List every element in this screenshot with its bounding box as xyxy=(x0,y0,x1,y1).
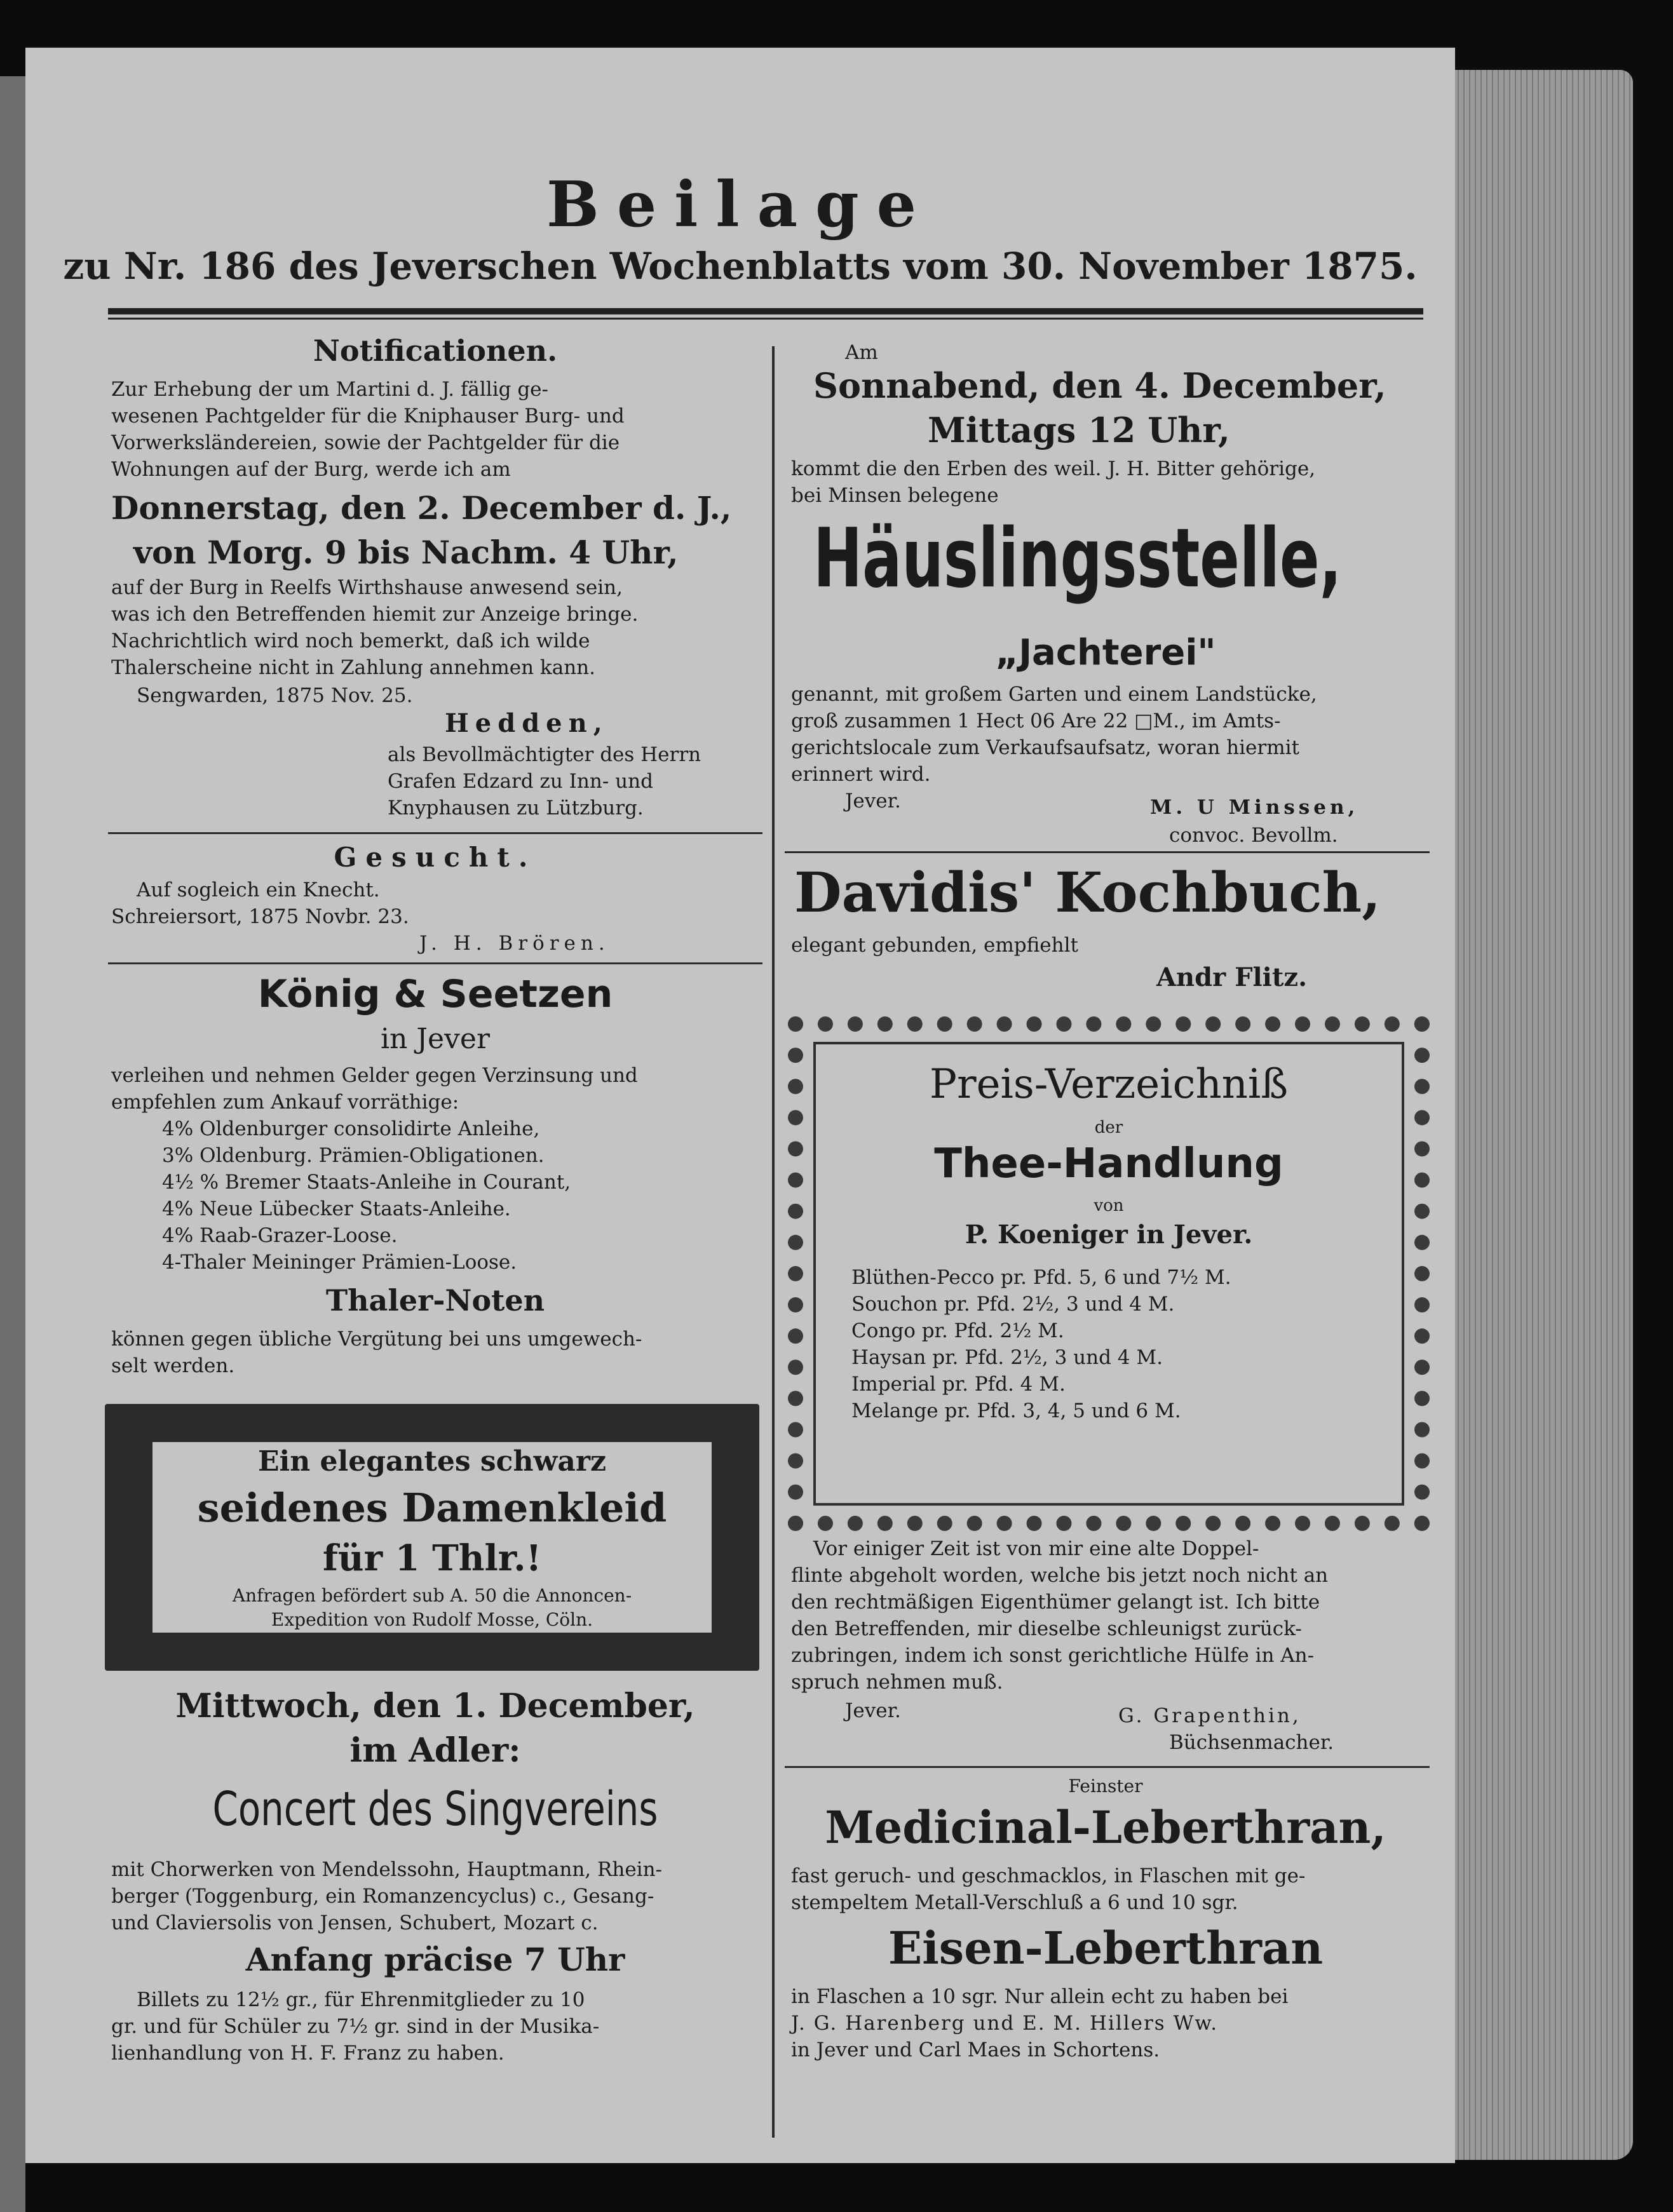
koenig-item: 4-Thaler Meininger Prämien-Loose. xyxy=(162,1251,517,1274)
auction-signer: M. U Minssen, xyxy=(1150,796,1359,819)
auction-title: Häuslingsstelle, xyxy=(813,511,1342,606)
auction-line: erinnert wird. xyxy=(791,763,931,786)
notifications-line: Wohnungen auf der Burg, werde ich am xyxy=(111,458,511,481)
leberthran-title: Medicinal-Leberthran, xyxy=(825,1801,1386,1854)
auction-line: genannt, mit großem Garten und einem Landstücke, xyxy=(791,683,1317,706)
thaler-line: können gegen übliche Vergütung bei uns umgewech- xyxy=(111,1328,642,1351)
auction-time: Mittags 12 Uhr, xyxy=(928,410,1230,450)
damenkleid-line5: Expedition von Rudolf Mosse, Cöln. xyxy=(271,1609,593,1630)
notifications-line: Nachrichtlich wird noch bemerkt, daß ich wilde xyxy=(111,630,590,652)
leberthran-feinster: Feinster xyxy=(1068,1776,1143,1797)
concert-start: Anfang präcise 7 Uhr xyxy=(245,1941,625,1978)
koenig-item: 4% Neue Lübecker Staats-Anleihe. xyxy=(162,1197,511,1220)
auction-line: gerichtslocale zum Verkaufsaufsatz, woran hiermit xyxy=(791,736,1299,759)
concert-line: lienhandlung von H. F. Franz zu haben. xyxy=(111,2042,505,2065)
notifications-place-date: Sengwarden, 1875 Nov. 25. xyxy=(137,684,413,707)
flinte-line: den rechtmäßigen Eigenthümer gelangt ist. Ich bitte xyxy=(791,1591,1320,1614)
page-subtitle: zu Nr. 186 des Jeverschen Wochenblatts vom 30. November 1875. xyxy=(63,245,1418,288)
koenig-item: 4% Raab-Grazer-Loose. xyxy=(162,1224,398,1247)
concert-title: Concert des Singvereins xyxy=(212,1782,658,1837)
leberthran-line: J. G. Harenberg und E. M. Hillers Ww. xyxy=(791,2012,1219,2035)
damenkleid-line4: Anfragen befördert sub A. 50 die Annoncen- xyxy=(232,1585,632,1606)
concert-date: Mittwoch, den 1. December, xyxy=(175,1687,695,1725)
header-rule-thin xyxy=(108,318,1423,320)
divider-rule xyxy=(785,1766,1430,1768)
preis-shop: Thee-Handlung xyxy=(934,1140,1284,1187)
koenig-line: empfehlen zum Ankauf vorräthige: xyxy=(111,1091,459,1114)
preis-item: Blüthen-Pecco pr. Pfd. 5, 6 und 7½ M. xyxy=(851,1266,1231,1289)
concert-place: im Adler: xyxy=(349,1731,521,1770)
flinte-signer: G. Grapenthin, xyxy=(1118,1704,1301,1727)
auction-line: kommt die den Erben des weil. J. H. Bitter gehörige, xyxy=(791,457,1316,480)
kochbuch-line: elegant gebunden, empfiehlt xyxy=(791,934,1078,957)
auction-date: Sonnabend, den 4. December, xyxy=(813,365,1386,406)
auction-am: Am xyxy=(845,341,878,364)
auction-line: bei Minsen belegene xyxy=(791,484,999,507)
gesucht-line: Auf sogleich ein Knecht. xyxy=(137,879,380,901)
notifications-line: wesenen Pachtgelder für die Kniphauser Burg- und xyxy=(111,405,625,428)
preis-item: Melange pr. Pfd. 3, 4, 5 und 6 M. xyxy=(851,1399,1181,1422)
notifications-line: Zur Erhebung der um Martini d. J. fällig ge- xyxy=(111,378,548,401)
damenkleid-line3: für 1 Thlr.! xyxy=(322,1537,542,1579)
notifications-signer-line: als Bevollmächtigter des Herrn xyxy=(388,743,701,766)
concert-line: Billets zu 12½ gr., für Ehrenmitglieder zu 10 xyxy=(137,1988,585,2011)
concert-line: berger (Toggenburg, ein Romanzencyclus) c., Gesang- xyxy=(111,1885,654,1908)
koenig-subheading: in Jever xyxy=(380,1023,490,1055)
notifications-signer: Hedden, xyxy=(445,708,609,738)
preis-item: Souchon pr. Pfd. 2½, 3 und 4 M. xyxy=(851,1293,1175,1316)
leberthran-line: stempeltem Metall-Verschluß a 6 und 10 sgr. xyxy=(791,1891,1238,1914)
preis-von: von xyxy=(1094,1196,1124,1215)
page-stack-edge xyxy=(1442,70,1633,2160)
divider-rule xyxy=(785,851,1430,853)
left-page-edge xyxy=(0,76,25,2212)
koenig-heading: König & Seetzen xyxy=(257,972,613,1016)
preis-item: Congo pr. Pfd. 2½ M. xyxy=(851,1319,1064,1342)
notifications-line: Thalerscheine nicht in Zahlung annehmen kann. xyxy=(111,656,595,679)
page-title: Beilage xyxy=(546,168,934,241)
flinte-line: den Betreffenden, mir dieselbe schleunigst zurück- xyxy=(791,1617,1302,1640)
auction-place: Jever. xyxy=(845,790,901,813)
leberthran-line: in Flaschen a 10 sgr. Nur allein echt zu haben bei xyxy=(791,1985,1289,2008)
flinte-line: spruch nehmen muß. xyxy=(791,1671,1003,1694)
thaler-line: selt werden. xyxy=(111,1354,235,1377)
leberthran-line: in Jever und Carl Maes in Schortens. xyxy=(791,2039,1160,2061)
koenig-item: 4% Oldenburger consolidirte Anleihe, xyxy=(162,1117,540,1140)
preis-owner: P. Koeniger in Jever. xyxy=(965,1220,1253,1250)
concert-line: und Claviersolis von Jensen, Schubert, Mozart c. xyxy=(111,1912,599,1934)
preis-title: Preis-Verzeichniß xyxy=(929,1061,1289,1108)
flinte-line: flinte abgeholt worden, welche bis jetzt noch nicht an xyxy=(791,1564,1329,1587)
notifications-signer-line: Grafen Edzard zu Inn- und xyxy=(388,770,653,793)
preis-item: Imperial pr. Pfd. 4 M. xyxy=(851,1373,1066,1396)
notifications-heading: Notificationen. xyxy=(313,334,558,368)
concert-line: mit Chorwerken von Mendelssohn, Hauptmann, Rhein- xyxy=(111,1858,663,1881)
column-divider xyxy=(772,346,775,2138)
kochbuch-title: Davidis' Kochbuch, xyxy=(794,861,1381,925)
notifications-time: von Morg. 9 bis Nachm. 4 Uhr, xyxy=(133,534,679,571)
flinte-place: Jever. xyxy=(845,1699,901,1722)
concert-line: gr. und für Schüler zu 7½ gr. sind in der Musika- xyxy=(111,2015,600,2038)
leberthran-line: fast geruch- und geschmacklos, in Flaschen mit ge- xyxy=(791,1865,1306,1887)
flinte-line: Vor einiger Zeit ist von mir eine alte Doppel- xyxy=(813,1537,1259,1560)
auction-line: groß zusammen 1 Hect 06 Are 22 □M., im Amts- xyxy=(791,710,1281,732)
koenig-item: 3% Oldenburg. Prämien-Obligationen. xyxy=(162,1144,545,1167)
eisen-leberthran-title: Eisen-Leberthran xyxy=(888,1922,1324,1974)
preis-der: der xyxy=(1094,1118,1123,1137)
kochbuch-signer: Andr Flitz. xyxy=(1156,962,1307,992)
auction-signer2: convoc. Bevollm. xyxy=(1169,824,1338,847)
damenkleid-line1: Ein elegantes schwarz xyxy=(257,1445,607,1478)
koenig-item: 4½ % Bremer Staats-Anleihe in Courant, xyxy=(162,1171,571,1194)
thaler-heading: Thaler-Noten xyxy=(325,1283,545,1318)
divider-rule xyxy=(108,962,762,964)
notifications-line: Vorwerksländereien, sowie der Pachtgelder für die xyxy=(111,431,620,454)
gesucht-line: Schreiersort, 1875 Novbr. 23. xyxy=(111,905,409,928)
preis-item: Haysan pr. Pfd. 2½, 3 und 4 M. xyxy=(851,1346,1163,1369)
header-rule xyxy=(108,308,1423,314)
newspaper-page xyxy=(25,48,1455,2163)
gesucht-signer: J. H. Brören. xyxy=(419,932,610,955)
flinte-signer2: Büchsenmacher. xyxy=(1169,1731,1334,1754)
notifications-date: Donnerstag, den 2. December d. J., xyxy=(111,489,732,527)
koenig-line: verleihen und nehmen Gelder gegen Verzinsung und xyxy=(111,1064,638,1087)
flinte-line: zubringen, indem ich sonst gerichtliche Hülfe in An- xyxy=(791,1644,1315,1667)
divider-rule xyxy=(108,832,762,834)
notifications-signer-line: Knyphausen zu Lützburg. xyxy=(388,797,644,819)
notifications-line: auf der Burg in Reelfs Wirthshause anwesend sein, xyxy=(111,576,623,599)
auction-name: „Jachterei" xyxy=(995,632,1216,673)
gesucht-heading: Gesucht. xyxy=(334,842,537,873)
damenkleid-line2: seidenes Damenkleid xyxy=(197,1485,667,1531)
notifications-line: was ich den Betreffenden hiemit zur Anzeige bringe. xyxy=(111,603,639,626)
